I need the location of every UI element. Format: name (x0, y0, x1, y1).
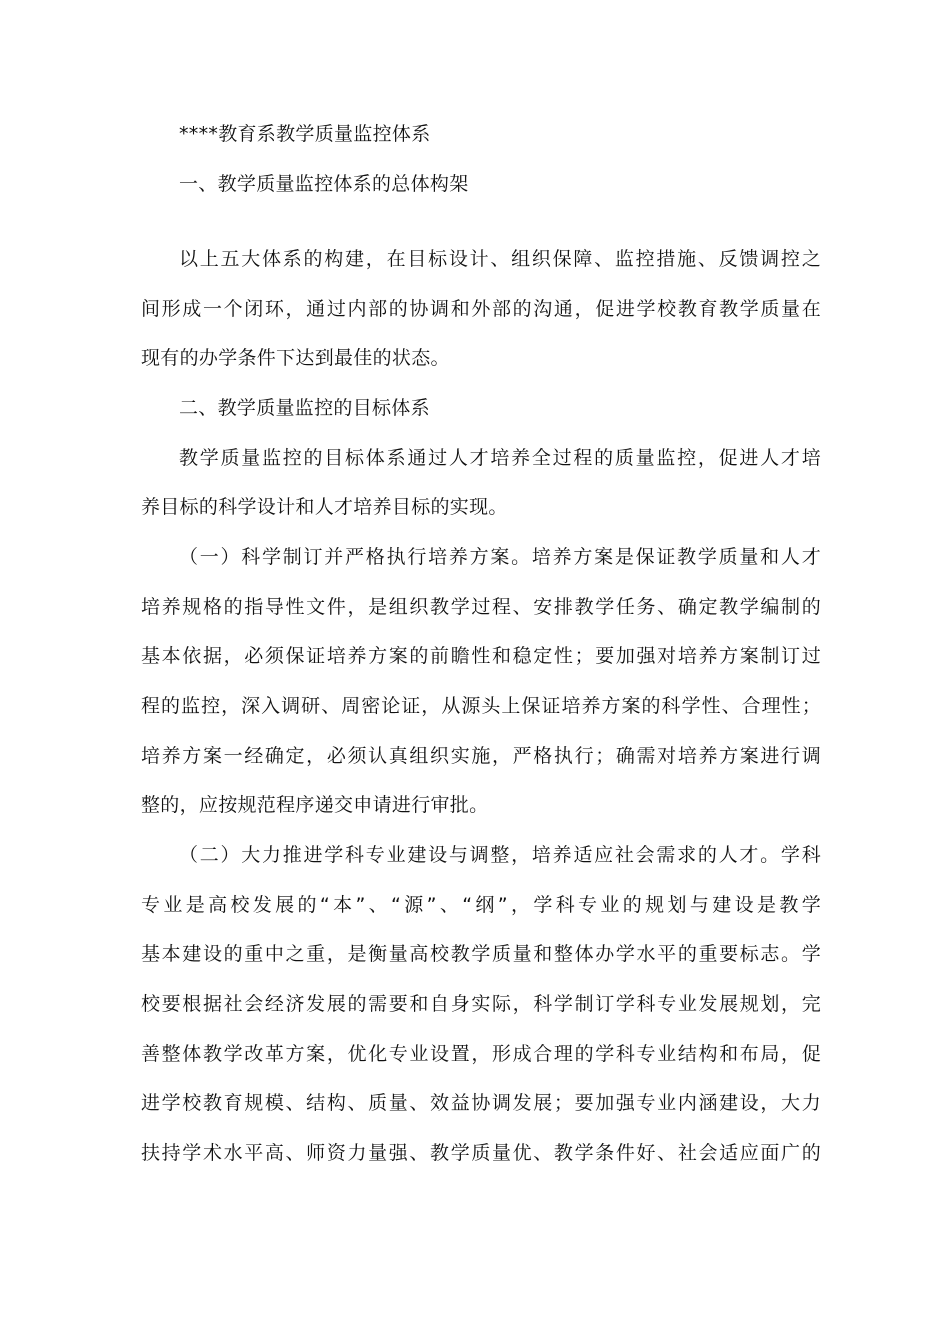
paragraph-line: 教学质量监控的目标体系通过人才培养全过程的质量监控，促进人才培 (179, 447, 821, 469)
paragraph-line: 现有的办学条件下达到最佳的状态。 (141, 347, 450, 369)
paragraph-line: 基本建设的重中之重，是衡量高校教学质量和整体办学水平的重要标志。学 (141, 943, 821, 965)
paragraph-line: 扶持学术水平高、师资力量强、教学质量优、教学条件好、社会适应面广的 (141, 1142, 821, 1164)
paragraph-line: 程的监控，深入调研、周密论证，从源头上保证培养方案的科学性、合理性； (141, 695, 821, 717)
paragraph-line: 基本依据，必须保证培养方案的前瞻性和稳定性；要加强对培养方案制订过 (141, 645, 821, 667)
paragraph-line: 养目标的科学设计和人才培养目标的实现。 (141, 496, 508, 518)
paragraph-line: 培养规格的指导性文件，是组织教学过程、安排教学任务、确定教学编制的 (141, 596, 821, 618)
paragraph-line: 善整体教学改革方案，优化专业设置，形成合理的学科专业结构和布局，促 (141, 1043, 821, 1065)
paragraph-line: 校要根据社会经济发展的需要和自身实际，科学制订学科专业发展规划，完 (141, 993, 821, 1015)
paragraph-line: 以上五大体系的构建，在目标设计、组织保障、监控措施、反馈调控之 (179, 248, 821, 270)
paragraph-line: （二）大力推进学科专业建设与调整，培养适应社会需求的人才。学科 (179, 844, 821, 866)
section-heading-1: 一、教学质量监控体系的总体构架 (179, 173, 469, 195)
paragraph-line: 专业是高校发展的“本”、“源”、“纲”，学科专业的规划与建设是教学 (141, 894, 821, 916)
paragraph-line: 整的，应按规范程序递交申请进行审批。 (141, 794, 489, 816)
paragraph-line: （一）科学制订并严格执行培养方案。培养方案是保证教学质量和人才 (179, 546, 821, 568)
paragraph-line: 培养方案一经确定，必须认真组织实施，严格执行；确需对培养方案进行调 (141, 745, 821, 767)
paragraph-line: 间形成一个闭环，通过内部的协调和外部的沟通，促进学校教育教学质量在 (141, 298, 821, 320)
document-title: ****教育系教学质量监控体系 (179, 123, 431, 145)
paragraph-line: 进学校教育规模、结构、质量、效益协调发展；要加强专业内涵建设，大力 (141, 1092, 821, 1114)
section-heading-2: 二、教学质量监控的目标体系 (179, 397, 430, 419)
